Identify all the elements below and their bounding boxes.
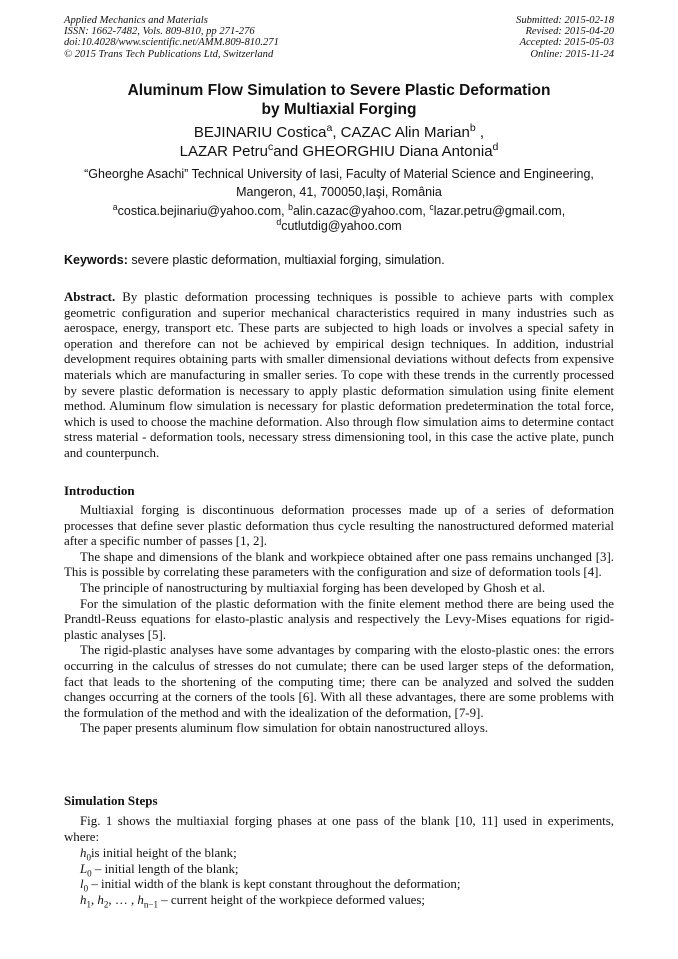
- paragraph: The rigid-plastic analyses have some advantages by comparing with the elosto-plastic ones: the errors occurring in the calculus of stresses do not cumulate; there can be used larger steps of the deformation, fact that leads to the shortening of the computing time; there can be analyzed and solved the sudden changes occurring at the corners of the tools [6]. With all these advantages, there are some problems with the formulation of the method and with the idealization of the deformation, [7-9].: [64, 643, 614, 720]
- journal-header-left: [64, 15, 279, 60]
- paragraph: Fig. 1 shows the multiaxial forging phases at one pass of the blank [10, 11] used in experiments, where:: [64, 814, 614, 844]
- author-line-1: [64, 124, 614, 143]
- definition-text: – initial width of the blank is kept constant throughout the deformation;: [88, 877, 461, 892]
- abstract-text: By plastic deformation processing techniques is possible to achieve parts with complex geometric configuration and superior mechanical characteristics required in many industries such as aerospace, energy, transport etc. These parts are subjected to high loads or involves a special safety in operation and therefore can not be achieved by empirical design techniques. In addition, industrial development requires obtaining parts with smaller dimensional deviations without defects from expensive materials which are manufacturing in smaller series. To cope with these trends in the currently processed by severe plastic deformation is necessary to apply plastic deformation simulation using finite element method. Aluminum flow simulation is necessary for plastic deformation predetermination the total force, which is used to choose the machine deformation. Also through flow simulation aims to determine contact stress material - deformation tools, necessary stress dimensioning tool, in this case the active plate, punch and counterpunch.: [64, 290, 614, 460]
- author-2-mark: b: [469, 122, 476, 134]
- author-4: GHEORGHIU Diana Antonia: [302, 142, 493, 160]
- paragraph: The paper presents aluminum flow simulation for obtain nanostructured alloys.: [80, 721, 489, 736]
- math-symbol: h: [137, 892, 144, 907]
- math-subscript: n−1: [143, 899, 158, 910]
- email-d: cutlutdig@yahoo.com: [281, 218, 402, 233]
- math-symbol: h: [80, 846, 87, 860]
- paragraph: For the simulation of the plastic deformation with the finite element method there are being used the Prandtl-Reuss equations for elasto-plastic analysis and respectively the Levy-Mises equations for rigid-plastic analyses [5].: [64, 596, 614, 642]
- author-1-mark: a: [326, 122, 333, 134]
- author-2: CAZAC Alin Marian: [340, 124, 470, 141]
- date-revised: Revised: 2015-04-20: [525, 26, 614, 38]
- definition-text: – current height of the workpiece deformed values;: [157, 892, 425, 907]
- affiliation: [64, 166, 614, 201]
- section-heading-simulation: Simulation Steps: [64, 793, 158, 808]
- math-separator: ,: [90, 892, 98, 907]
- email-mark: c: [429, 201, 434, 212]
- date-accepted: Accepted: 2015-05-03: [519, 37, 614, 49]
- paragraph: Multiaxial forging is discontinuous deformation processes made up of a series of deformation processes that define sever plastic deformation thus cycle resulting the nanostructured deformed material after a specific number of passes [1, 2].: [64, 503, 614, 549]
- math-symbol: h: [80, 892, 87, 907]
- author-3-mark: c: [268, 140, 274, 153]
- email-a: costica.bejinariu@yahoo.com,: [117, 204, 289, 218]
- math-subscript: 1: [86, 899, 91, 910]
- title-line-1: Aluminum Flow Simulation to Severe Plastic Deformation: [127, 82, 551, 99]
- email-line-2: [64, 216, 614, 234]
- abstract-label: Abstract.: [64, 290, 116, 304]
- definition-text: is initial height of the blank;: [90, 846, 237, 860]
- journal-issn: ISSN: 1662-7482, Vols. 809-810, pp 271-276: [64, 26, 255, 38]
- math-subscript: 2: [103, 899, 109, 910]
- email-mark: b: [288, 201, 293, 212]
- email-b: alin.cazac@yahoo.com,: [292, 204, 430, 218]
- keywords-label: Keywords:: [64, 253, 128, 267]
- email-c: lazar.petru@gmail.com,: [433, 204, 566, 218]
- author-sep: and: [273, 142, 303, 160]
- introduction-body: [64, 503, 614, 737]
- author-sep: ,: [475, 124, 485, 141]
- email-mark: a: [112, 201, 118, 212]
- author-3: LAZAR Petru: [179, 142, 268, 160]
- email-line-1: [64, 201, 614, 219]
- math-symbol: L: [80, 861, 88, 876]
- definition-item: [80, 846, 614, 862]
- math-symbol: l: [80, 877, 84, 892]
- author-sep: ,: [332, 124, 341, 141]
- definition-item: [80, 877, 614, 893]
- affiliation-line-1: “Gheorghe Asachi” Technical University of Iasi, Faculty of Material Science and Engineering,: [84, 167, 594, 181]
- math-symbol: h: [97, 892, 104, 907]
- math-subscript: 0: [83, 883, 89, 894]
- keywords: [64, 253, 614, 268]
- date-online: Online: 2015-11-24: [530, 48, 614, 60]
- definition-item: [80, 862, 614, 878]
- journal-doi: doi:10.4028/www.scientific.net/AMM.809-810.271: [64, 37, 279, 49]
- section-heading-introduction: Introduction: [64, 483, 135, 498]
- journal-name: Applied Mechanics and Materials: [64, 15, 208, 26]
- paper-title: [64, 81, 614, 119]
- simulation-body: [64, 814, 614, 845]
- keywords-text: severe plastic deformation, multiaxial forging, simulation.: [127, 253, 445, 267]
- affiliation-line-2: Mangeron, 41, 700050,Iaşi, România: [236, 184, 442, 199]
- author-list: [64, 124, 614, 161]
- symbol-definitions: [80, 846, 614, 908]
- date-submitted: Submitted: 2015-02-18: [516, 15, 614, 26]
- abstract: [64, 290, 614, 462]
- math-subscript: 0: [86, 852, 91, 863]
- email-list: [64, 201, 614, 233]
- journal-copyright: © 2015 Trans Tech Publications Ltd, Switzerland: [64, 48, 274, 60]
- definition-item: [80, 893, 614, 909]
- definition-text: – initial length of the blank;: [91, 861, 239, 876]
- paragraph: The shape and dimensions of the blank and workpiece obtained after one pass remains unchanged [3]. This is possible by correlating these parameters with the configuration and size of deformation tools [4].: [64, 549, 614, 580]
- email-mark: d: [276, 216, 282, 227]
- author-4-mark: d: [492, 140, 499, 153]
- paragraph: The principle of nanostructuring by multiaxial forging has been developed by Ghosh et al.: [80, 580, 546, 595]
- author-line-2: [64, 140, 614, 162]
- author-1: BEJINARIU Costica: [193, 124, 327, 141]
- journal-header-right: [516, 15, 614, 60]
- math-subscript: 0: [87, 868, 92, 879]
- math-separator: , … ,: [108, 892, 138, 907]
- title-line-2: by Multiaxial Forging: [261, 101, 417, 118]
